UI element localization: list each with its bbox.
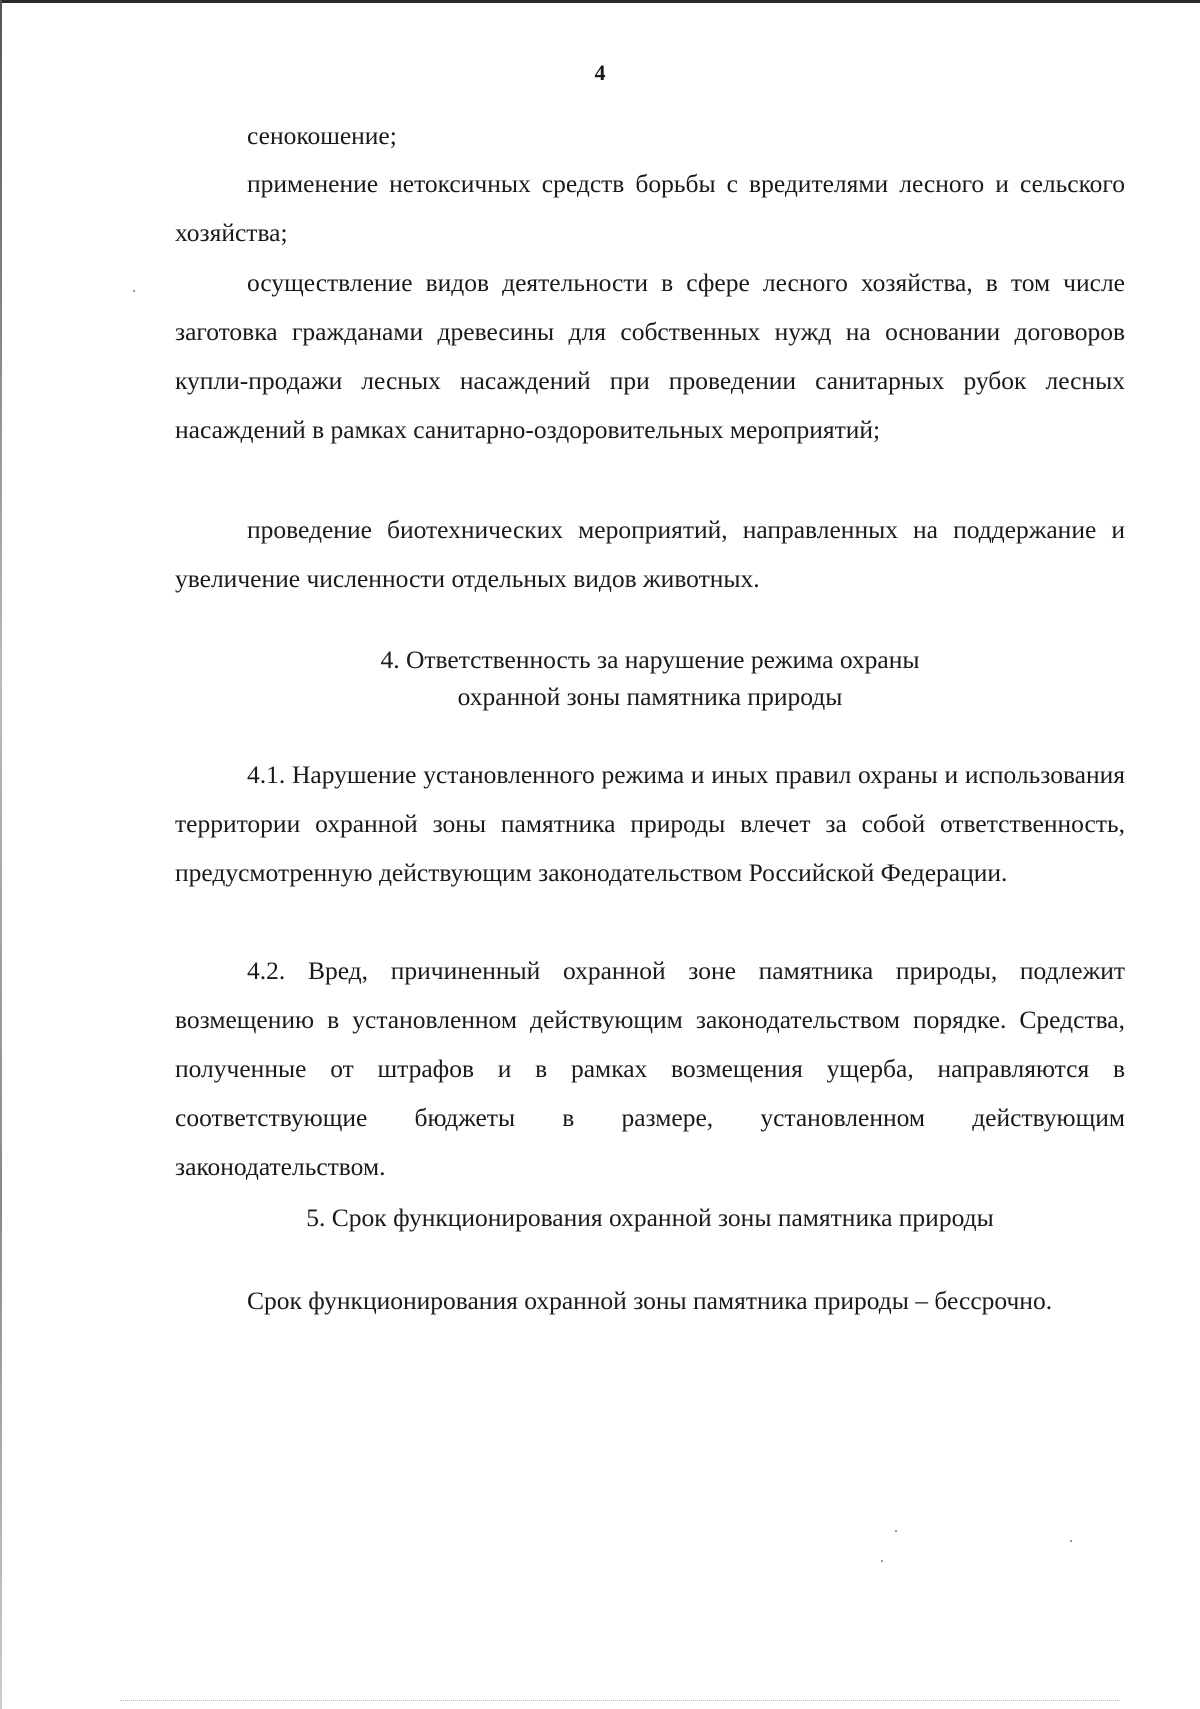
paragraph-haymaking: сенокошение;	[247, 121, 397, 150]
paragraph-forestry-activities: осуществление видов деятельности в сфере лесного хозяйства, в том числе заготовка гражданами древесины для собственных нужд на основании договоров купли-продажи лесных насаждений при проведении санитарных рубок лесных насаждений в рамках санитарно-оздоровительных мероприятий;	[175, 268, 1125, 444]
page-number	[0, 60, 1200, 86]
section-4-heading-line-1: 4. Ответственность за нарушение режима охраны	[380, 645, 920, 674]
section-4-heading	[175, 641, 1125, 715]
section-5-text: Срок функционирования охранной зоны памятника природы – бессрочно.	[247, 1286, 1053, 1315]
item-4-2: 4.2. Вред, причиненный охранной зоне памятника природы, подлежит возмещению в установленном действующим законодательством порядке. Средства, полученные от штрафов и в рамках возмещения ущерба, направляются в соответствующие бюджеты в размере, установленном действующим законодательством.	[175, 956, 1125, 1181]
paragraph-biotechnical-measures: проведение биотехнических мероприятий, направленных на поддержание и увеличение численности отдельных видов животных.	[175, 515, 1125, 593]
section-4-heading-line-2: охранной зоны памятника природы	[457, 682, 843, 711]
paragraph-pest-control: применение нетоксичных средств борьбы с вредителями лесного и сельского хозяйства;	[175, 169, 1125, 247]
page-number-text: 4	[594, 60, 606, 85]
item-4-1: 4.1. Нарушение установленного режима и иных правил охраны и использования территории охранной зоны памятника природы влечет за собой ответственность, предусмотренную действующим законодательством Российской Федерации.	[175, 760, 1125, 887]
section-5-heading-text: 5. Срок функционирования охранной зоны памятника природы	[306, 1203, 994, 1232]
section-5-heading	[175, 1199, 1125, 1236]
